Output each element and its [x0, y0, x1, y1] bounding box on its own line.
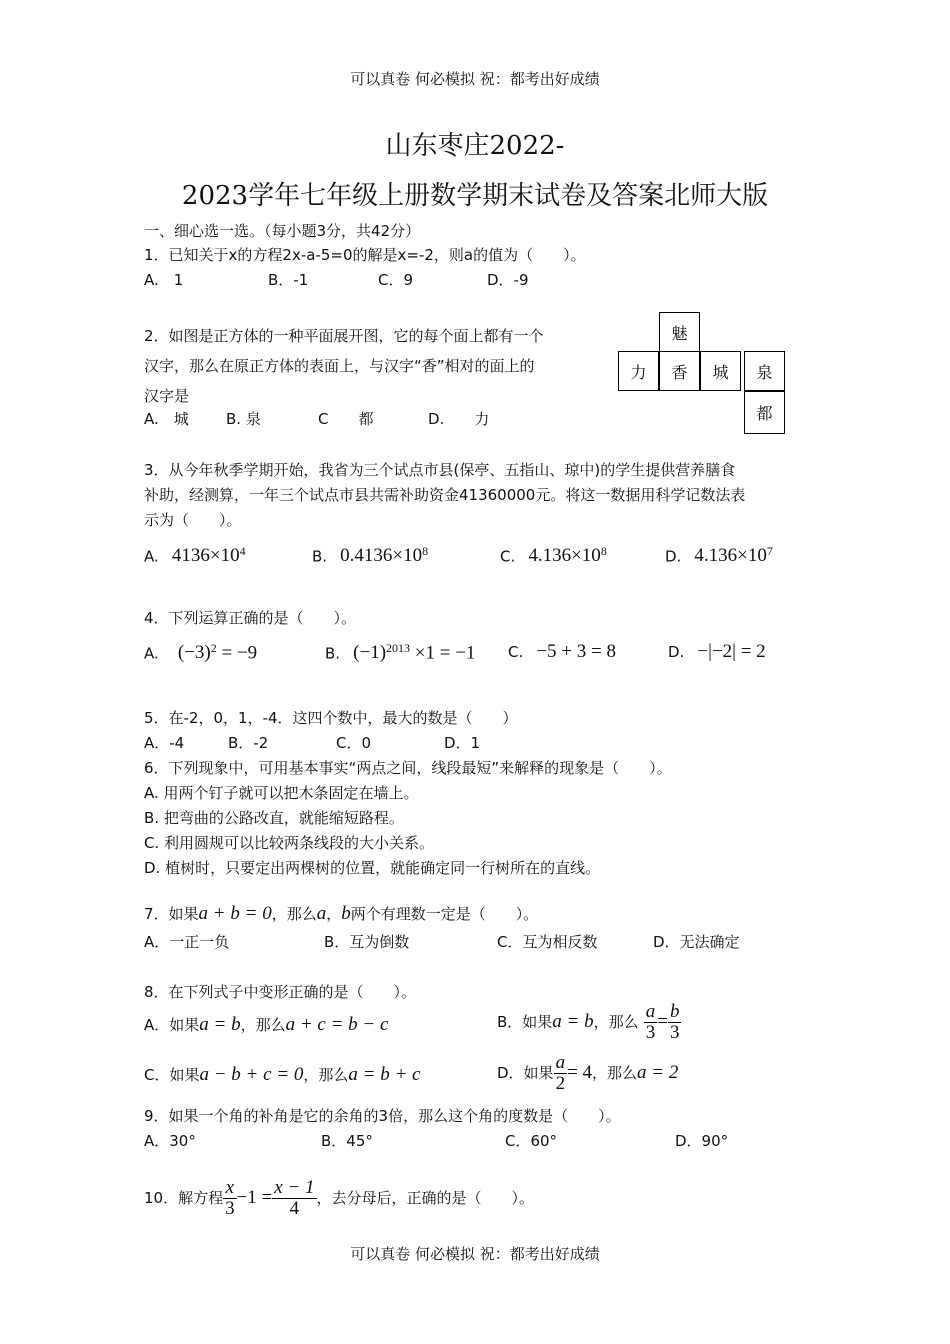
q5-stem: 5．在-2，0，1，-4．这四个数中，最大的数是（ ） — [144, 709, 518, 727]
q8-option-c-result: a = b + c — [348, 1064, 421, 1085]
q7-stem-mid: ，那么 — [271, 905, 317, 923]
q10-stem — [144, 1178, 534, 1219]
q9-option-b: B．45° — [321, 1132, 373, 1150]
q3-option-b-label: B. — [312, 547, 328, 566]
q10-num-2: x − 1 — [274, 1177, 315, 1198]
q10-den-1: 3 — [225, 1198, 235, 1219]
q7-condition: a + b = 0 — [198, 903, 272, 924]
q9-option-d: D．90° — [675, 1132, 729, 1150]
q8-d-den: 2 — [555, 1073, 566, 1094]
q3-option-d-label: D. — [665, 547, 682, 566]
q10-mid: −1 = — [236, 1187, 273, 1208]
q3-stem-line2: 补助，经测算，一年三个试点市县共需补助资金41360000元。将这一数据用科学记数法表 — [144, 486, 746, 504]
title-line-2: 2023学年七年级上册数学期末试卷及答案北师大版 — [181, 181, 769, 211]
q4-stem: 4．下列运算正确的是（ ）。 — [144, 609, 357, 627]
q2-option-c: C 都 — [318, 410, 374, 428]
q4-option-d-expr: −|−2| = 2 — [697, 641, 766, 662]
q8-option-c-mid: ，那么 — [303, 1066, 349, 1084]
q2-option-b: B. 泉 — [226, 410, 261, 428]
q5-option-a: A．-4 — [144, 734, 185, 752]
q4-option-d — [668, 641, 766, 663]
q10-frac-2 — [272, 1178, 316, 1219]
q6-option-c: C. 利用圆规可以比较两条线段的大小关系。 — [144, 834, 435, 852]
q4-option-a-exp: 2 — [210, 641, 217, 655]
net-face-1: 力 — [618, 351, 659, 391]
q10-frac-1 — [223, 1178, 237, 1219]
q3-option-d-expr: 4.136×10 — [694, 545, 767, 567]
q7-stem-post: 两个有理数一定是（ ）。 — [350, 905, 539, 923]
q6-option-b: B. 把弯曲的公路改直，就能缩短路程。 — [144, 809, 404, 827]
net-face-3: 城 — [700, 351, 741, 391]
q4-option-c-expr: −5 + 3 = 8 — [536, 641, 616, 662]
q8-stem: 8．在下列式子中变形正确的是（ ）。 — [144, 983, 417, 1001]
q3-option-d-exp: 7 — [766, 544, 773, 558]
q8-option-a-mid: ，那么 — [240, 1016, 286, 1034]
q4-option-b-exp: 2013 — [386, 641, 411, 655]
q8-option-c-cond: a − b + c = 0 — [199, 1064, 304, 1085]
q7-stem-sep: ， — [326, 905, 342, 923]
q10-stem-post: ，去分母后，正确的是（ ）。 — [316, 1189, 535, 1207]
q4-option-b-expr: (−1) — [353, 642, 387, 664]
q3-option-a-expr: 4136×10 — [171, 545, 240, 567]
q8-option-a-pre: A．如果 — [144, 1016, 200, 1034]
q1-option-a: A. 1 — [144, 271, 184, 289]
q8-option-b-pre: B．如果 — [497, 1013, 553, 1031]
section-heading: 一、细心选一选。（每小题3分，共42分） — [144, 222, 421, 240]
q7-stem-pre: 7．如果 — [144, 905, 199, 923]
q8-option-a-cond: a = b — [199, 1014, 241, 1035]
q10-den-2: 4 — [289, 1198, 300, 1219]
q9-option-a: A．30° — [144, 1132, 196, 1150]
q7-option-a: A．一正一负 — [144, 933, 230, 951]
q8-option-c-pre: C．如果 — [144, 1066, 200, 1084]
q3-option-b — [312, 544, 428, 567]
q3-option-c-exp: 8 — [600, 544, 607, 558]
q7-option-b: B．互为倒数 — [324, 933, 410, 951]
q7-var-a: a — [316, 903, 327, 924]
q9-option-c: C．60° — [505, 1132, 558, 1150]
q8-option-d-eq: = 4 — [567, 1062, 593, 1083]
q2-option-a: A. 城 — [144, 410, 189, 428]
q6-option-a: A. 用两个钉子就可以把木条固定在墙上。 — [144, 784, 419, 802]
q4-option-b-label: B. — [325, 644, 341, 663]
q3-option-a — [144, 544, 246, 567]
q7-option-d: D．无法确定 — [653, 933, 740, 951]
q8-option-b-eq: = — [657, 1011, 668, 1032]
q4-option-d-label: D. — [668, 643, 685, 661]
q6-stem: 6．下列现象中，可用基本事实“两点之间，线段最短”来解释的现象是（ ）。 — [144, 759, 672, 777]
q4-option-b — [325, 641, 475, 664]
q8-b-den-1: 3 — [645, 1022, 656, 1043]
q3-option-a-exp: 4 — [239, 544, 246, 558]
net-face-2: 香 — [659, 351, 700, 391]
net-face-4: 泉 — [744, 351, 785, 391]
q3-stem-line1: 3．从今年秋季学期开始，我省为三个试点市县(保亭、五指山、琼中)的学生提供营养膳食 — [144, 461, 736, 479]
q4-option-c-label: C. — [508, 643, 524, 661]
page-header: 可以真卷 何必模拟 祝：都考出好成绩 — [350, 70, 600, 88]
q8-option-b — [497, 1002, 681, 1043]
q5-option-b: B．-2 — [228, 734, 269, 752]
q2-stem-line1: 2．如图是正方体的一种平面展开图，它的每个面上都有一个 — [144, 327, 544, 345]
q1-option-b: B．-1 — [268, 271, 309, 289]
q5-option-c: C．0 — [336, 734, 372, 752]
q8-option-b-cond: a = b — [552, 1011, 594, 1032]
q8-option-a-result: a + c = b − c — [285, 1014, 389, 1035]
q8-option-d-result: a = 2 — [637, 1062, 679, 1083]
q8-option-b-mid: ，那么 — [593, 1013, 639, 1031]
q8-option-b-frac-2 — [668, 1002, 682, 1043]
q10-num-1: x — [223, 1178, 237, 1199]
q7-stem — [144, 903, 538, 925]
q3-stem-line3: 示为（ ）。 — [144, 511, 242, 529]
q4-option-b-rest: ×1 = −1 — [410, 642, 476, 664]
q8-option-d-pre: D．如果 — [497, 1064, 554, 1082]
q8-option-d — [497, 1053, 678, 1094]
q10-stem-pre: 10．解方程 — [144, 1189, 224, 1207]
q4-option-a — [144, 641, 257, 664]
q3-option-c — [500, 544, 607, 567]
q8-option-b-frac-1 — [644, 1002, 658, 1043]
q4-option-a-label: A. — [144, 644, 159, 663]
q3-option-c-label: C. — [500, 547, 516, 566]
q1-stem: 1．已知关于x的方程2x-a-5=0的解是x=-2，则a的值为（ ）。 — [144, 246, 586, 264]
net-face-top: 魅 — [659, 312, 700, 352]
q5-option-d: D．1 — [444, 734, 481, 752]
q8-option-d-frac — [554, 1053, 568, 1094]
q6-option-d: D. 植树时，只要定出两棵树的位置，就能确定同一行树所在的直线。 — [144, 859, 601, 877]
q4-option-c — [508, 641, 616, 663]
q1-option-d: D．-9 — [487, 271, 529, 289]
q4-option-a-expr: (−3) — [177, 642, 211, 664]
net-face-bottom: 都 — [744, 391, 785, 434]
q8-option-a — [144, 1014, 388, 1036]
q8-b-num-2: b — [669, 1001, 680, 1022]
q2-stem-line3: 汉字是 — [144, 387, 190, 405]
q8-option-d-mid: ，那么 — [592, 1064, 638, 1082]
q3-option-d — [665, 544, 773, 567]
q1-option-c: C．9 — [378, 271, 414, 289]
q3-option-b-expr: 0.4136×10 — [340, 545, 423, 567]
q9-stem: 9．如果一个角的补角是它的余角的3倍，那么这个角的度数是（ ）。 — [144, 1107, 621, 1125]
q8-option-c — [144, 1064, 420, 1086]
title-line-1: 山东枣庄2022- — [385, 131, 565, 161]
q7-var-b: b — [341, 903, 351, 924]
q2-option-d: D. 力 — [428, 410, 490, 428]
q8-b-den-2: 3 — [669, 1022, 680, 1043]
q2-stem-line2: 汉字，那么在原正方体的表面上，与汉字“香”相对的面上的 — [144, 357, 535, 375]
q8-b-num-1: a — [645, 1001, 656, 1022]
page-footer: 可以真卷 何必模拟 祝：都考出好成绩 — [350, 1245, 600, 1263]
q3-option-a-label: A. — [144, 547, 159, 566]
q4-option-a-rest: = −9 — [216, 642, 258, 664]
q8-d-num: a — [555, 1052, 566, 1073]
q7-option-c: C．互为相反数 — [497, 933, 598, 951]
q3-option-b-exp: 8 — [422, 544, 429, 558]
q3-option-c-expr: 4.136×10 — [528, 545, 601, 567]
